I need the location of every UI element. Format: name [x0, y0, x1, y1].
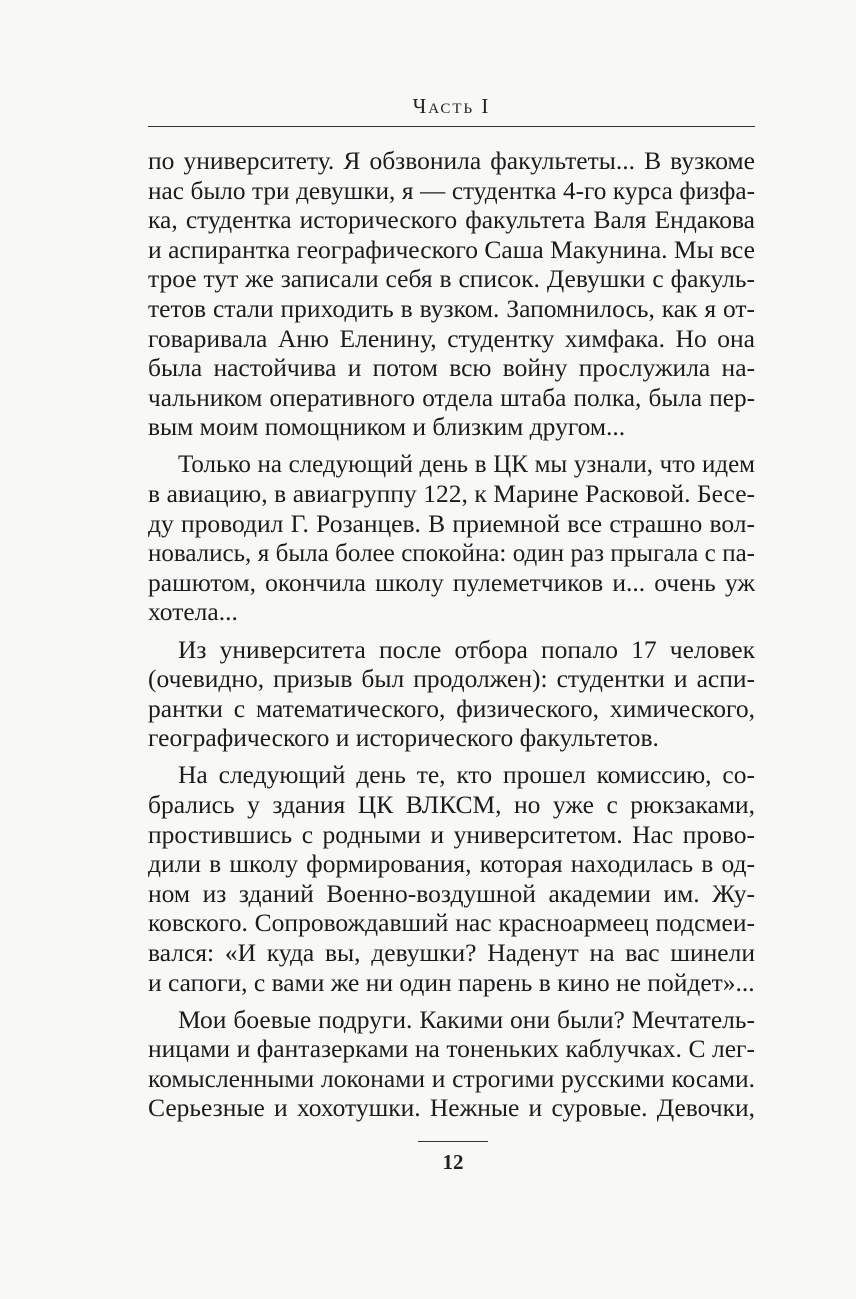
- text-line: [148, 412, 755, 442]
- text-line: [148, 820, 755, 850]
- text-line-content: тетов стали приходить в вузком. Запомнилось, как я от-: [148, 293, 755, 323]
- paragraph: [148, 1005, 755, 1123]
- paragraph: [148, 449, 755, 627]
- text-line: [148, 1005, 755, 1035]
- text-line-content: нас было три девушки, я — студентка 4-го курса физфа-: [148, 176, 755, 205]
- text-line: [148, 509, 755, 539]
- text-line: [148, 790, 755, 820]
- text-line: [148, 1034, 755, 1064]
- text-line: [148, 235, 755, 265]
- text-line: [148, 146, 755, 176]
- text-line: [148, 694, 755, 724]
- text-line: [148, 353, 755, 383]
- text-line-content: Из университета после отбора попало 17 человек: [178, 634, 755, 664]
- text-line-content: вым моим помощником и близким другом...: [148, 412, 626, 442]
- text-line-content: брались у здания ЦК ВЛКСМ, но уже с рюкзаками,: [148, 789, 755, 819]
- text-line-content: рашютом, окончила школу пулеметчиков и... очень уж: [148, 567, 755, 597]
- footer-rule: [418, 1141, 488, 1142]
- text-line-content: хотела...: [148, 597, 238, 627]
- text-line-content: чальником оперативного отдела штаба полка, была пер-: [148, 383, 755, 412]
- text-line: [148, 383, 755, 413]
- text-line-content: в авиацию, в авиагруппу 122, к Марине Расковой. Бесе-: [148, 479, 755, 509]
- text-line-content: Мои боевые подруги. Какими они были? Мечтатель-: [178, 1004, 755, 1034]
- text-line-content: вался: «И куда вы, девушки? Наденут на вас шинели: [148, 937, 755, 967]
- text-line-content: ду проводил Г. Розанцев. В приемной все страшно вол-: [148, 508, 755, 538]
- text-line-content: ковского. Сопровождавший нас красноармеец подсмеи-: [148, 908, 755, 938]
- text-line-content: ном из зданий Военно-воздушной академии им. Жу-: [148, 878, 755, 908]
- text-line: [148, 568, 755, 598]
- text-line: [148, 879, 755, 909]
- text-line: [148, 294, 755, 324]
- text-line: [148, 479, 755, 509]
- text-line: [148, 938, 755, 968]
- text-line: [148, 1093, 755, 1123]
- text-line-content: Только на следующий день в ЦК мы узнали, что идем: [178, 451, 755, 479]
- text-line-content: дили в школу формирования, которая находилась в од-: [148, 849, 755, 879]
- text-line: [148, 635, 755, 665]
- text-line: [148, 176, 755, 206]
- text-line: [148, 849, 755, 879]
- paragraph: [148, 146, 755, 442]
- paragraph: [148, 635, 755, 753]
- text-line-content: (очевидно, призыв был продолжен): студентки и аспи-: [148, 664, 755, 694]
- text-line-content: ка, студентка исторического факультета Валя Ендакова: [148, 205, 755, 235]
- text-line: [148, 723, 755, 753]
- text-line-content: рантки с математического, физического, химического,: [148, 693, 755, 723]
- text-line-content: была настойчива и потом всю войну прослужила на-: [148, 353, 755, 383]
- text-line: [148, 664, 755, 694]
- text-line: [148, 205, 755, 235]
- text-line-content: и сапоги, с вами же ни один парень в кино не пойдет»...: [148, 967, 755, 997]
- text-line-content: географического и исторического факультетов.: [148, 723, 659, 753]
- text-line-content: На следующий день те, кто прошел комиссию, со-: [178, 760, 755, 790]
- paragraph: [148, 760, 755, 997]
- text-line: [148, 538, 755, 568]
- text-line-content: трое тут же записали себя в список. Девушки с факуль-: [148, 264, 755, 294]
- page-number: 12: [442, 1150, 464, 1174]
- text-line-content: новались, я была более спокойна: один раз прыгала с па-: [148, 540, 755, 568]
- header-rule: [148, 126, 755, 127]
- text-line-content: по университету. Я обзвонила факультеты... В вузкоме: [148, 146, 755, 175]
- text-line-content: говаривала Аню Еленину, студентку химфака. Но она: [148, 323, 755, 353]
- text-line: [148, 908, 755, 938]
- text-line-content: и аспирантка географического Саша Макунина. Мы все: [148, 234, 755, 264]
- running-head: Часть I: [412, 94, 491, 118]
- body-text: [148, 146, 755, 1123]
- text-line-content: ницами и фантазерками на тоненьких каблучках. С лег-: [148, 1034, 755, 1064]
- text-line-content: Серьезные и хохотушки. Нежные и суровые. Девочки,: [148, 1093, 755, 1123]
- text-line: [148, 760, 755, 790]
- text-line-content: простившись с родными и университетом. Нас прово-: [148, 819, 755, 849]
- text-line: [148, 597, 755, 627]
- text-line-content: комысленными локонами и строгими русскими косами.: [148, 1063, 755, 1093]
- text-line: [148, 264, 755, 294]
- text-line: [148, 324, 755, 354]
- text-line: [148, 1064, 755, 1094]
- text-line: [148, 449, 755, 479]
- text-line: [148, 968, 755, 998]
